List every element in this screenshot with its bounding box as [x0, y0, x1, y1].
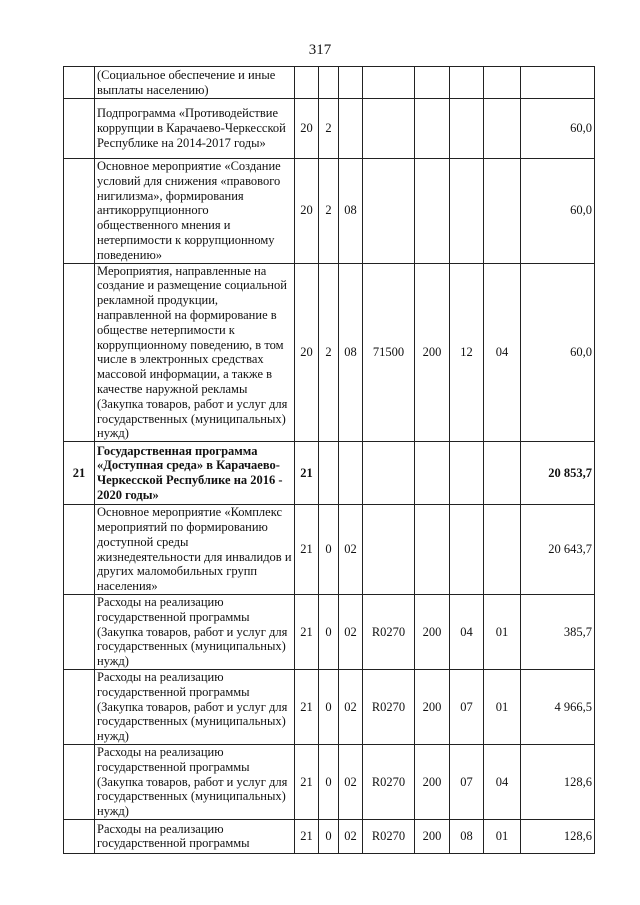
table-row [64, 594, 595, 669]
code-expense-type-cell: 200 [415, 594, 450, 669]
table-row [64, 744, 595, 819]
code-section-cell [450, 159, 484, 264]
code-activity-cell [339, 442, 363, 505]
code-subsection-cell [484, 505, 521, 595]
code-direction-cell: 71500 [363, 263, 415, 442]
code-activity-cell: 02 [339, 744, 363, 819]
description-cell: Расходы на реализацию государственной программы (Закупка товаров, работ и услуг для государственных (муниципальных) нужд) [95, 594, 295, 669]
code-activity-cell [339, 99, 363, 159]
code-expense-type-cell [415, 442, 450, 505]
code-subprogram-cell: 0 [319, 594, 339, 669]
code-direction-cell [363, 442, 415, 505]
code-section-cell: 07 [450, 669, 484, 744]
code-activity-cell: 02 [339, 819, 363, 853]
row-number-cell [64, 263, 95, 442]
code-subsection-cell: 04 [484, 744, 521, 819]
amount-cell: 128,6 [521, 744, 595, 819]
code-section-cell: 08 [450, 819, 484, 853]
code-subprogram-cell: 2 [319, 99, 339, 159]
code-expense-type-cell: 200 [415, 819, 450, 853]
code-direction-cell: R0270 [363, 744, 415, 819]
code-program-cell: 21 [295, 819, 319, 853]
table-row [64, 442, 595, 505]
amount-cell: 60,0 [521, 99, 595, 159]
row-number-cell [64, 819, 95, 853]
amount-cell: 20 853,7 [521, 442, 595, 505]
code-section-cell: 12 [450, 263, 484, 442]
code-subprogram-cell [319, 442, 339, 505]
code-expense-type-cell: 200 [415, 669, 450, 744]
row-number-cell: 21 [64, 442, 95, 505]
description-cell: Мероприятия, направленные на создание и размещение социальной рекламной продукции, направленной на формирование в обществе нетерпимости к коррупционному поведению, в том числе в электронных средствах массовой информации, а также в качестве наружной рекламы (Закупка товаров, работ и услуг для государственных (муниципальных) нужд) [95, 263, 295, 442]
code-expense-type-cell: 200 [415, 263, 450, 442]
row-number-cell [64, 99, 95, 159]
row-number-cell [64, 159, 95, 264]
row-number-cell [64, 67, 95, 99]
amount-cell: 128,6 [521, 819, 595, 853]
code-program-cell: 21 [295, 744, 319, 819]
code-direction-cell [363, 67, 415, 99]
table-row [64, 159, 595, 264]
amount-cell: 60,0 [521, 159, 595, 264]
code-section-cell [450, 67, 484, 99]
code-program-cell: 21 [295, 669, 319, 744]
code-subsection-cell: 01 [484, 819, 521, 853]
description-cell: Государственная программа «Доступная среда» в Карачаево-Черкесской Республике на 2016 - 2020 годы» [95, 442, 295, 505]
code-expense-type-cell [415, 67, 450, 99]
table-row [64, 263, 595, 442]
code-expense-type-cell [415, 505, 450, 595]
table-row [64, 505, 595, 595]
code-section-cell [450, 505, 484, 595]
table-row [64, 819, 595, 853]
row-number-cell [64, 594, 95, 669]
code-program-cell: 21 [295, 505, 319, 595]
code-subsection-cell: 01 [484, 594, 521, 669]
amount-cell [521, 67, 595, 99]
code-direction-cell: R0270 [363, 594, 415, 669]
code-subsection-cell [484, 442, 521, 505]
code-subsection-cell [484, 99, 521, 159]
code-section-cell: 04 [450, 594, 484, 669]
code-subprogram-cell: 2 [319, 159, 339, 264]
code-subprogram-cell: 0 [319, 669, 339, 744]
row-number-cell [64, 744, 95, 819]
amount-cell: 60,0 [521, 263, 595, 442]
code-activity-cell: 08 [339, 159, 363, 264]
code-program-cell: 20 [295, 99, 319, 159]
code-direction-cell [363, 505, 415, 595]
table-row [64, 67, 595, 99]
code-section-cell [450, 442, 484, 505]
code-expense-type-cell: 200 [415, 744, 450, 819]
code-activity-cell: 08 [339, 263, 363, 442]
amount-cell: 4 966,5 [521, 669, 595, 744]
code-section-cell [450, 99, 484, 159]
code-activity-cell [339, 67, 363, 99]
code-subsection-cell [484, 67, 521, 99]
table-row [64, 99, 595, 159]
code-expense-type-cell [415, 99, 450, 159]
code-subprogram-cell: 2 [319, 263, 339, 442]
description-cell: (Социальное обеспечение и иные выплаты населению) [95, 67, 295, 99]
code-subsection-cell: 01 [484, 669, 521, 744]
table-row [64, 669, 595, 744]
code-program-cell: 20 [295, 159, 319, 264]
row-number-cell [64, 505, 95, 595]
code-direction-cell [363, 99, 415, 159]
code-activity-cell: 02 [339, 669, 363, 744]
budget-table [63, 66, 595, 854]
description-cell: Подпрограмма «Противодействие коррупции в Карачаево-Черкесской Республике на 2014-2017 годы» [95, 99, 295, 159]
page-number: 317 [308, 42, 332, 58]
description-cell: Основное мероприятие «Комплекс мероприятий по формированию доступной среды жизнедеятельности для инвалидов и других маломобильных групп населения» [95, 505, 295, 595]
code-expense-type-cell [415, 159, 450, 264]
code-direction-cell [363, 159, 415, 264]
description-cell: Расходы на реализацию государственной программы [95, 819, 295, 853]
code-direction-cell: R0270 [363, 819, 415, 853]
code-activity-cell: 02 [339, 505, 363, 595]
code-program-cell: 21 [295, 594, 319, 669]
code-direction-cell: R0270 [363, 669, 415, 744]
code-subprogram-cell: 0 [319, 505, 339, 595]
code-subprogram-cell [319, 67, 339, 99]
row-number-cell [64, 669, 95, 744]
code-subprogram-cell: 0 [319, 744, 339, 819]
code-activity-cell: 02 [339, 594, 363, 669]
code-subsection-cell: 04 [484, 263, 521, 442]
code-section-cell: 07 [450, 744, 484, 819]
amount-cell: 385,7 [521, 594, 595, 669]
code-subprogram-cell: 0 [319, 819, 339, 853]
amount-cell: 20 643,7 [521, 505, 595, 595]
code-subsection-cell [484, 159, 521, 264]
code-program-cell: 20 [295, 263, 319, 442]
description-cell: Расходы на реализацию государственной программы (Закупка товаров, работ и услуг для государственных (муниципальных) нужд) [95, 744, 295, 819]
description-cell: Расходы на реализацию государственной программы (Закупка товаров, работ и услуг для государственных (муниципальных) нужд) [95, 669, 295, 744]
code-program-cell [295, 67, 319, 99]
description-cell: Основное мероприятие «Создание условий для снижения «правового нигилизма», формирования антикоррупционного общественного мнения и нетерпимости к коррупционному поведению» [95, 159, 295, 264]
code-program-cell: 21 [295, 442, 319, 505]
